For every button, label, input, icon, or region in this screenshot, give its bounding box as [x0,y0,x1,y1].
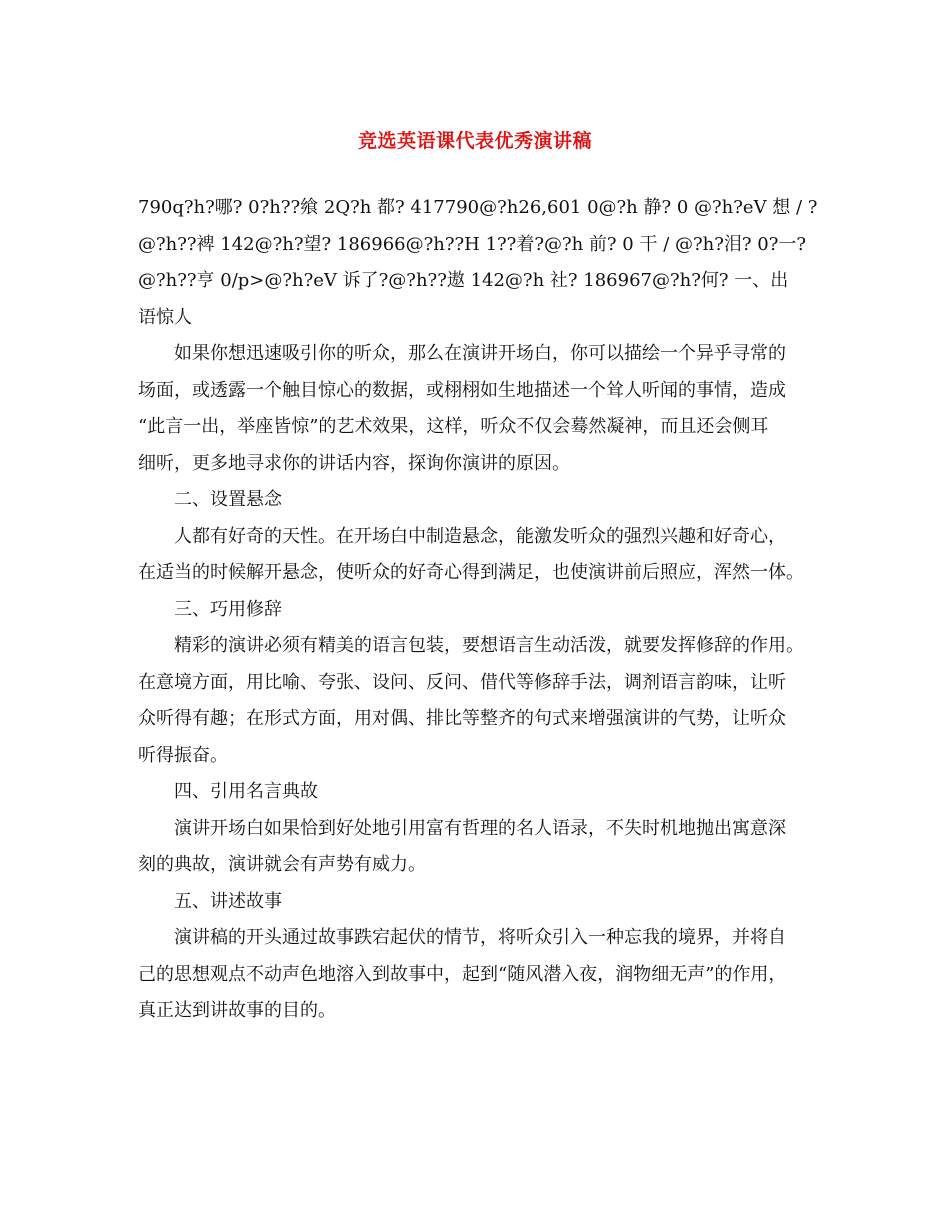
document-title: 竞选英语课代表优秀演讲稿 [357,130,592,152]
section-5-heading: 五、讲述故事 [174,890,282,912]
section-3-paragraph [138,628,818,774]
paragraph-line: 精彩的演讲必须有精美的语言包装，要想语言生动活泼，就要发挥修辞的作用。 [174,635,804,656]
section-3-heading: 三、巧用修辞 [174,598,282,620]
section-2-paragraph [138,519,818,592]
section-4-paragraph [138,811,818,884]
paragraph-line: 真正达到讲故事的目的。 [138,1000,336,1021]
garbled-text-line: @?h??裨 142@?h?望? 186966@?h??H 1??着?@?h 前? 0 干 / @?h?泪? 0?一? [138,233,807,255]
heading-1-tail: 语惊人 [138,306,192,328]
paragraph-line: 演讲稿的开头通过故事跌宕起伏的情节，将听众引入一种忘我的境界，并将自 [174,927,786,948]
garbled-text-line: @?h??亨 0/p>@?h?eV 诉了?@?h??遨 142@?h 社? 186967@?h?何? 一、出 [138,270,789,291]
section-4-heading: 四、引用名言典故 [174,781,318,802]
paragraph-line: 刻的典故，演讲就会有声势有威力。 [138,854,426,875]
paragraph-line: 在适当的时候解开悬念，使听众的好奇心得到满足，也使演讲前后照应，浑然一体。 [138,562,804,583]
section-1-paragraph [138,336,818,482]
paragraph-line: 在意境方面，用比喻、夸张、设问、反问、借代等修辞手法，调剂语言韵味，让听 [138,671,786,693]
paragraph-line: 人都有好奇的天性。在开场白中制造悬念，能激发听众的强烈兴趣和好奇心， [174,525,786,547]
section-5-paragraph [138,920,818,1030]
paragraph-line: 听得振奋。 [138,744,228,766]
paragraph-line: 场面，或透露一个触目惊心的数据，或栩栩如生地描述一个耸人听闻的事情，造成 [138,379,786,401]
paragraph-line: “此言一出，举座皆惊”的艺术效果，这样，听众不仅会蓦然凝神，而且还会侧耳 [138,416,769,437]
paragraph-line: 如果你想迅速吸引你的听众，那么在演讲开场白，你可以描绘一个异乎寻常的 [174,343,786,364]
section-2-heading: 二、设置悬念 [174,489,282,510]
document-body [138,190,818,1030]
paragraph-line: 众听得有趣；在形式方面，用对偶、排比等整齐的句式来增强演讲的气势，让听众 [138,708,786,729]
paragraph-line: 己的思想观点不动声色地溶入到故事中，起到“随风潜入夜，润物细无声”的作用， [138,963,787,985]
paragraph-line: 演讲开场白如果恰到好处地引用富有哲理的名人语录，不失时机地抛出寓意深 [174,817,786,839]
paragraph-line: 细听，更多地寻求你的讲话内容，探询你演讲的原因。 [138,452,570,474]
garbled-text-line: 790q?h?哪? 0?h??飨 2Q?h 都? 417790@?h26,601 0@?h 静? 0 @?h?eV 想 / ? [138,197,818,218]
